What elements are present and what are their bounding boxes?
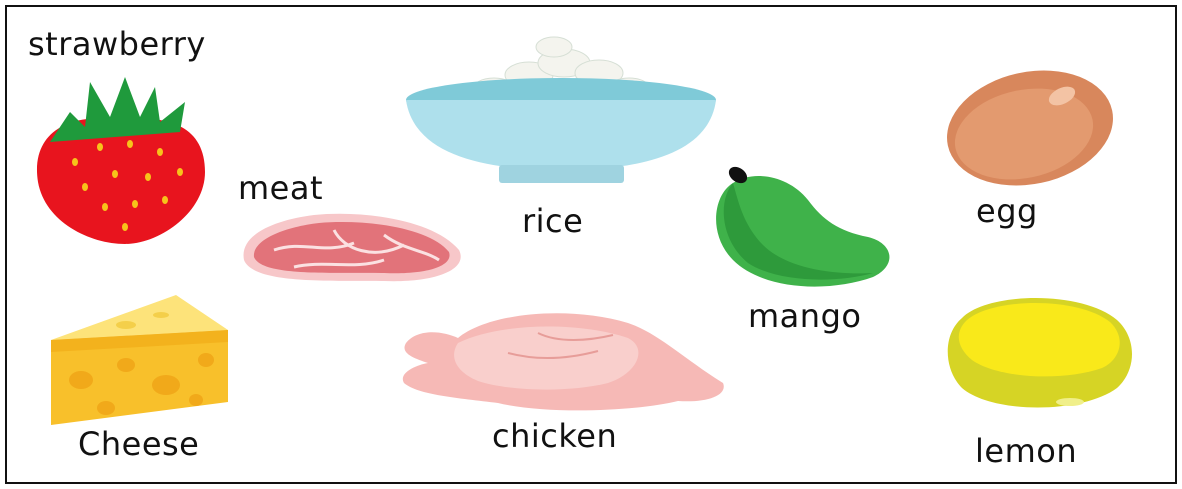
chicken-icon (398, 303, 730, 415)
cheese-label: Cheese (78, 425, 200, 463)
strawberry-icon (30, 72, 215, 252)
lemon-icon (942, 290, 1138, 414)
cheese-icon (46, 290, 232, 430)
rice-label: rice (522, 202, 584, 240)
mango-label: mango (748, 297, 862, 335)
mango-icon (708, 165, 896, 295)
meat-label: meat (238, 169, 324, 207)
egg-icon (944, 68, 1116, 188)
egg-label: egg (976, 192, 1038, 230)
strawberry-label: strawberry (28, 25, 206, 63)
lemon-label: lemon (975, 432, 1078, 470)
chicken-label: chicken (492, 417, 618, 455)
meat-icon (234, 205, 466, 287)
rice-bowl-icon (404, 35, 719, 185)
